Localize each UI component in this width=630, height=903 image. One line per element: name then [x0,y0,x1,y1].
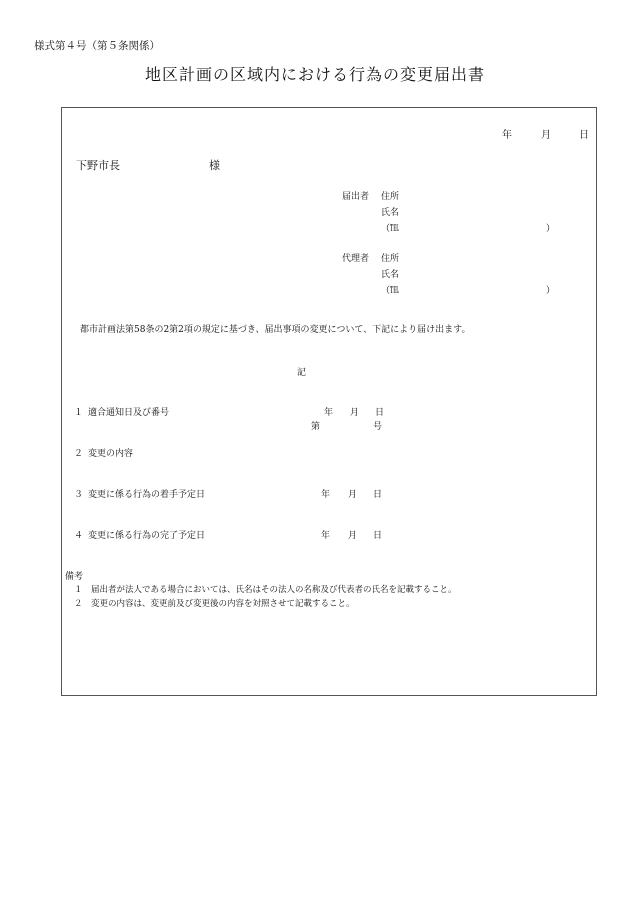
agent-name-label: 氏名 [381,270,400,280]
item-1-no-prefix: 第 [311,422,321,432]
item-1-num: １ [74,408,84,418]
agent-label: 代理者 [342,254,370,264]
date-month: 月 [541,130,551,141]
item-4-num: ４ [74,531,84,541]
item-3-year: 年 [321,490,331,500]
notifier-address-label: 住所 [381,192,400,202]
item-4-label: 変更に係る行為の完了予定日 [88,531,206,541]
body-statement: 都市計画法第58条の2第2項の規定に基づき、届出事項の変更について、下記により届け出ます。 [80,325,471,335]
item-4-day: 日 [373,531,383,541]
addressee-honorific: 様 [209,159,220,172]
item-3-day: 日 [373,490,383,500]
item-3-num: ３ [74,490,84,500]
notifier-name-label: 氏名 [381,208,400,218]
item-3-label: 変更に係る行為の着手予定日 [88,490,206,500]
item-3-month: 月 [348,490,358,500]
form-number: 様式第４号（第５条関係） [34,40,160,52]
notifier-phone-close: ） [546,224,556,234]
remarks-heading: 備考 [65,572,84,582]
notifier-label: 届出者 [342,192,370,202]
page-title: 地区計画の区域内における行為の変更届出書 [144,65,485,84]
item-1-day: 日 [375,408,385,418]
remarks-note-1: １ 届出者が法人である場合においては、氏名はその法人の名称及び代表者の氏名を記載すること。 [74,585,457,595]
item-2-num: ２ [74,449,84,459]
ki-mark: 記 [297,368,307,378]
item-1-month: 月 [350,408,360,418]
remarks-note-2: ２ 変更の内容は、変更前及び変更後の内容を対照させて記載すること。 [74,599,355,609]
item-4-month: 月 [348,531,358,541]
addressee-name: 下野市長 [76,159,120,172]
agent-address-label: 住所 [381,254,400,264]
agent-phone-open: （℡ [381,286,400,296]
item-1-year: 年 [324,408,334,418]
date-day: 日 [579,130,589,141]
date-year: 年 [502,130,512,141]
notifier-phone-open: （℡ [381,224,400,234]
item-1-label: 適合通知日及び番号 [88,408,170,418]
item-1-no-suffix: 号 [373,422,383,432]
item-4-year: 年 [321,531,331,541]
item-2-label: 変更の内容 [88,449,134,459]
agent-phone-close: ） [546,286,556,296]
